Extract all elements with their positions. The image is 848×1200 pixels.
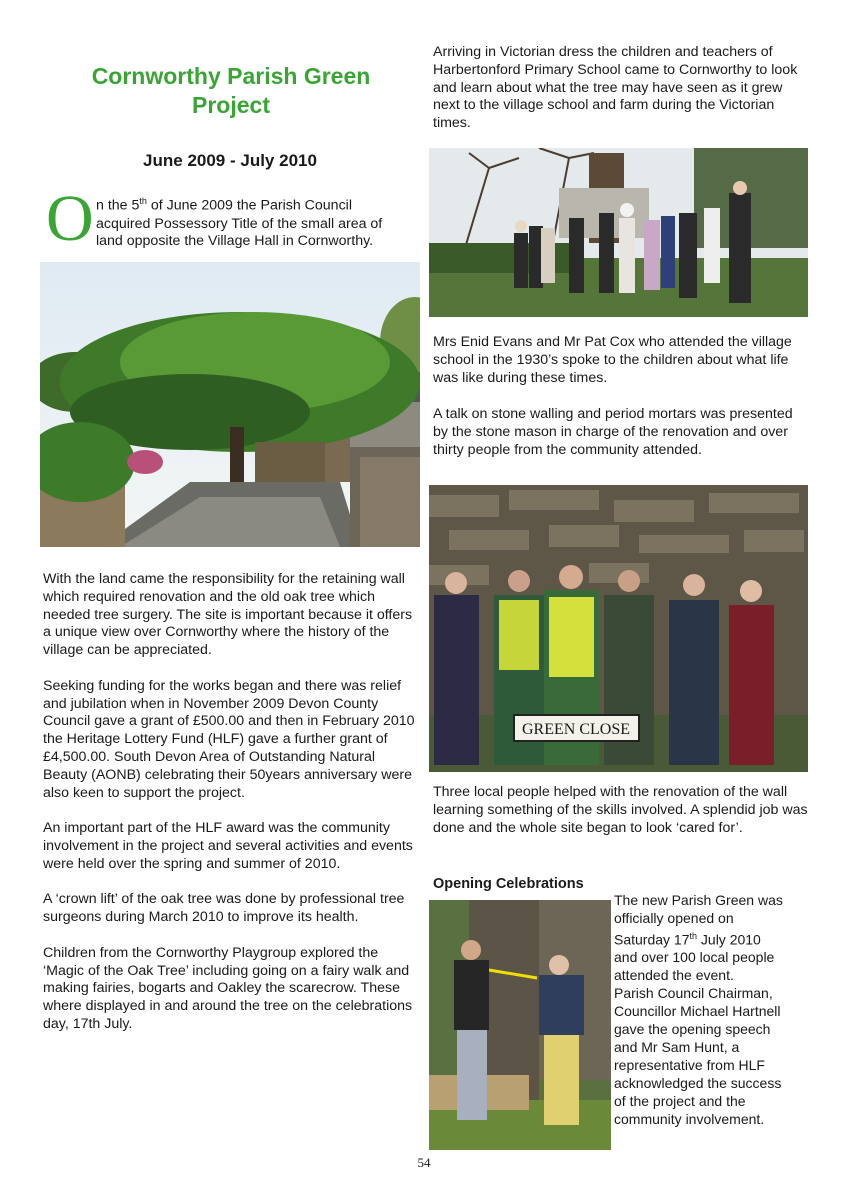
opening-line-date: [614, 928, 814, 950]
intro-line-3: land opposite the Village Hall in Cornworthy.: [96, 233, 374, 250]
paragraph-community: An important part of the HLF award was the community involvement in the project and several activities and events were held over the spring and summer of 2010.: [43, 820, 413, 872]
intro-line-2: acquired Possessory Title of the small area of: [96, 215, 383, 232]
opening-line: Councillor Michael Hartnell: [614, 1003, 781, 1020]
drop-cap: O: [46, 182, 94, 255]
opening-line: community involvement.: [614, 1110, 765, 1127]
opening-date-ordinal: th: [689, 930, 698, 941]
opening-line: acknowledged the success: [614, 1074, 782, 1091]
date-range-subtitle: June 2009 - July 2010: [143, 151, 317, 170]
paragraph-crown-lift: A ‘crown lift’ of the oak tree was done by professional tree surgeons during March 2010 to improve its health.: [43, 891, 405, 926]
left-column-text: [43, 571, 423, 1034]
intro-line-1-end: of June 2009 the Parish Council: [146, 197, 352, 214]
opening-line: Parish Council Chairman,: [614, 985, 773, 1002]
opening-text: [614, 892, 814, 1128]
title-line-1: Cornworthy Parish Green: [91, 63, 371, 89]
green-close-group-photo: [429, 485, 808, 772]
paragraph-local-people: Three local people helped with the renovation of the wall learning something of the skills involved. A splendid job was done and the whole site began to look ‘cared for’.: [433, 784, 808, 836]
opening-line: The new Parish Green was: [614, 892, 783, 908]
opening-line: officially opened on: [614, 909, 734, 926]
opening-line: of the project and the: [614, 1092, 746, 1109]
intro-ordinal: th: [139, 196, 147, 206]
opening-celebrations-heading: Opening Celebrations: [433, 876, 584, 892]
opening-line: gave the opening speech: [614, 1021, 771, 1037]
victorian-children-photo: [429, 148, 808, 317]
paragraph-playgroup: Children from the Cornworthy Playgroup explored the ‘Magic of the Oak Tree’ including going on a fairy walk and making fairies, bogarts and Oakley the scarecrow. These where displayed in and around the tree on the celebrations day, 17th July.: [43, 944, 413, 1032]
opening-line: and over 100 local people: [614, 949, 775, 966]
intro-paragraph: [96, 193, 426, 251]
page-title: [40, 62, 422, 120]
opening-date-end: July 2010: [697, 931, 761, 948]
title-line-2: Project: [192, 92, 270, 118]
oak-tree-photo: [40, 262, 420, 547]
paragraph-funding: Seeking funding for the works began and there was relief and jubilation when in November 2009 Devon County Council gave a grant of £500.00 and then in February 2010 the Heritage Lottery Fund (HLF) gave a further grant of £4,500.00. South Devon Area of Outstanding Natural Beauty (AONB) celebrating their 50years anniversary were also keen to support the project.: [43, 677, 415, 801]
green-close-sign: GREEN CLOSE: [522, 721, 630, 738]
page-number: 54: [417, 1155, 431, 1170]
paragraph-renovation: With the land came the responsibility for the retaining wall which required renovation and the old oak tree which needed tree surgery. The site is important because it offers a unique view over Cornworthy where the history of the village can be appreciated.: [43, 571, 413, 659]
intro-line-1-start: n the 5: [96, 197, 140, 214]
paragraph-enid-pat: Mrs Enid Evans and Mr Pat Cox who attended the village school in the 1930’s spoke to the children about what life was like during these times.: [433, 334, 792, 386]
opening-line: attended the event.: [614, 967, 734, 984]
paragraph-stone-walling: A talk on stone walling and period mortars was presented by the stone mason in charge of the renovation and over thirty people from the community attended.: [433, 406, 793, 458]
opening-line: and Mr Sam Hunt, a: [614, 1038, 740, 1055]
paragraph-victorian-dress: Arriving in Victorian dress the children and teachers of Harbertonford Primary School came to Cornworthy to look and learn about what the tree may have seen as it grew next to the village school and farm during the Victorian times.: [433, 44, 798, 132]
opening-date-start: Saturday 17: [614, 931, 690, 948]
opening-line: representative from HLF: [614, 1056, 765, 1073]
opening-ceremony-photo: [429, 900, 611, 1150]
